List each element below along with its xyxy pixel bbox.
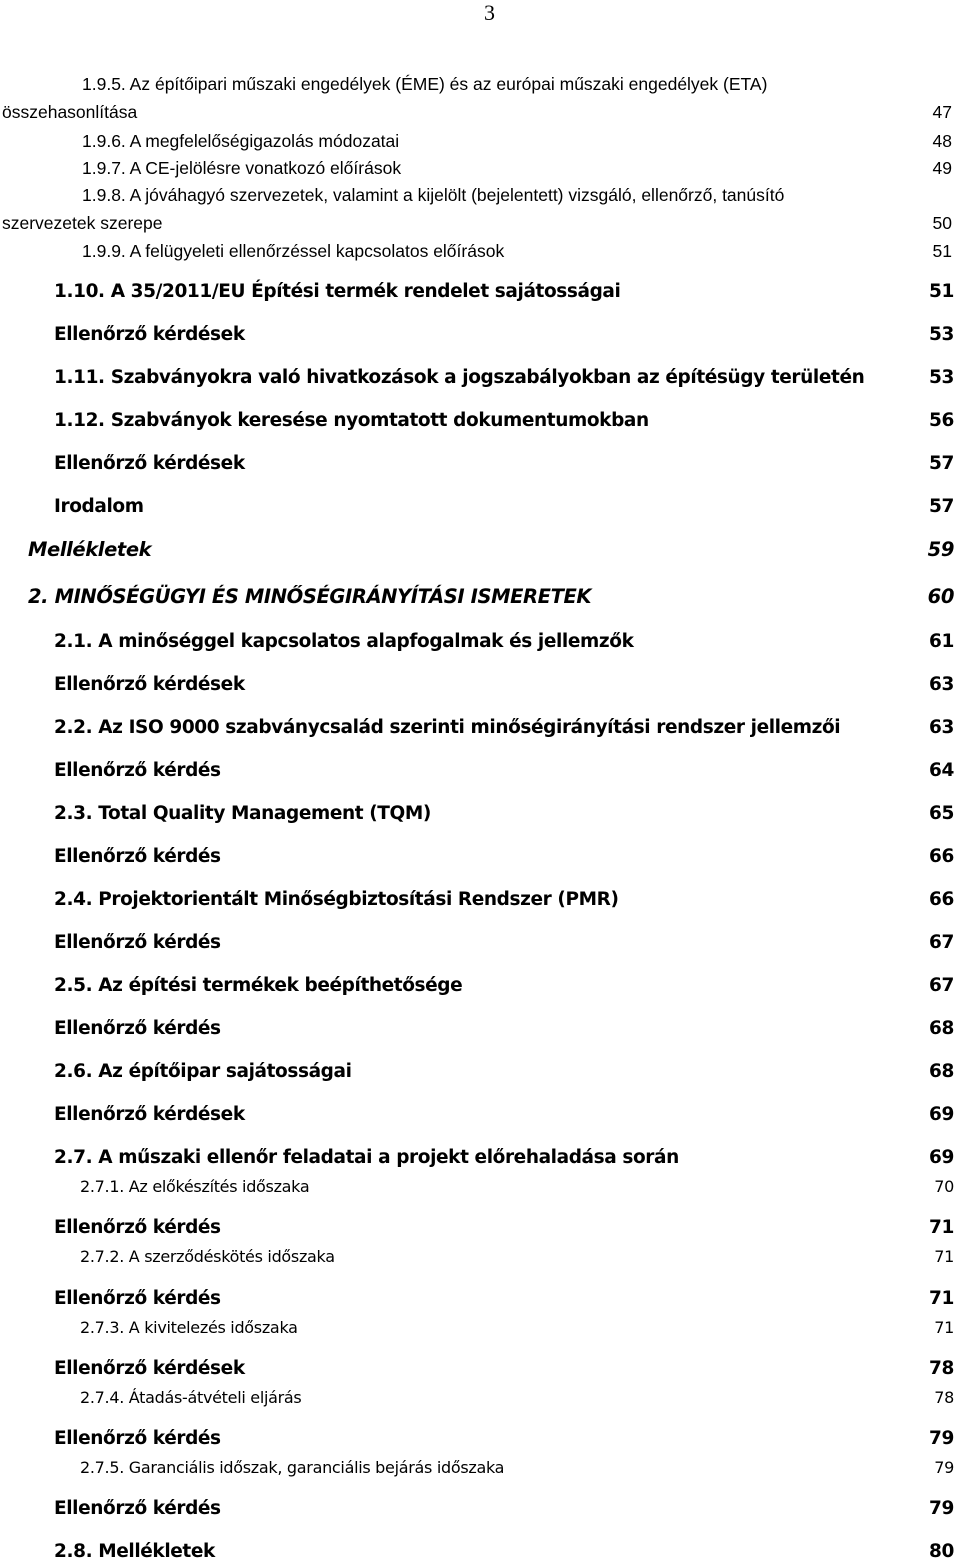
toc-page-number: 53 bbox=[929, 367, 954, 388]
toc-entry-2-3[interactable]: 2.3. Total Quality Management (TQM) bbox=[54, 803, 431, 824]
toc-page-number: 71 bbox=[934, 1318, 954, 1337]
toc-entry-2-5[interactable]: 2.5. Az építési termékek beépíthetősége bbox=[54, 975, 463, 996]
toc-entry-review-questions[interactable]: Ellenőrző kérdések bbox=[54, 1104, 245, 1125]
toc-entry-2-7-2[interactable]: 2.7.2. A szerződéskötés időszaka bbox=[80, 1247, 335, 1266]
toc-entry-review-questions[interactable]: Ellenőrző kérdések bbox=[54, 1358, 245, 1379]
toc-entry-review-question[interactable]: Ellenőrző kérdés bbox=[54, 760, 221, 781]
toc-page-number: 64 bbox=[929, 760, 954, 781]
toc-page-number: 79 bbox=[929, 1498, 954, 1519]
toc-entry-1-9-8-line1[interactable]: 1.9.8. A jóváhagyó szervezetek, valamint a kijelölt (bejelentett) vizsgáló, ellenőrző, tanúsító bbox=[82, 185, 785, 205]
toc-entry-review-question[interactable]: Ellenőrző kérdés bbox=[54, 1217, 221, 1238]
toc-entry-1-9-9[interactable]: 1.9.9. A felügyeleti ellenőrzéssel kapcsolatos előírások bbox=[82, 241, 505, 261]
toc-entry-2-7-5[interactable]: 2.7.5. Garanciális időszak, garanciális bejárás időszaka bbox=[80, 1458, 505, 1477]
toc-page-number: 66 bbox=[929, 846, 954, 867]
toc-entry-2-7-1[interactable]: 2.7.1. Az előkészítés időszaka bbox=[80, 1177, 310, 1196]
toc-entry-2-7-4[interactable]: 2.7.4. Átadás-átvételi eljárás bbox=[80, 1388, 302, 1407]
toc-page-number: 71 bbox=[934, 1247, 954, 1266]
toc-page-number: 69 bbox=[929, 1104, 954, 1125]
toc-page-number: 49 bbox=[932, 158, 952, 178]
toc-entry-1-9-6[interactable]: 1.9.6. A megfelelőségigazolás módozatai bbox=[82, 131, 400, 151]
toc-entry-chapter-2[interactable]: 2. MINŐSÉGÜGYI ÉS MINŐSÉGIRÁNYÍTÁSI ISMERETEK bbox=[28, 585, 592, 608]
toc-entry-2-8[interactable]: 2.8. Mellékletek bbox=[54, 1541, 215, 1562]
toc-entry-review-question[interactable]: Ellenőrző kérdés bbox=[54, 1018, 221, 1039]
toc-page-number: 69 bbox=[929, 1147, 954, 1168]
toc-entry-2-7[interactable]: 2.7. A műszaki ellenőr feladatai a projekt előrehaladása során bbox=[54, 1147, 679, 1168]
toc-page-number: 51 bbox=[929, 281, 954, 302]
toc-page-number: 63 bbox=[929, 674, 954, 695]
toc-page-number: 71 bbox=[929, 1217, 954, 1238]
toc-entry-2-6[interactable]: 2.6. Az építőipar sajátosságai bbox=[54, 1061, 352, 1082]
toc-entry-2-2[interactable]: 2.2. Az ISO 9000 szabványcsalád szerinti minőségirányítási rendszer jellemzői bbox=[54, 717, 841, 738]
toc-entry-review-question[interactable]: Ellenőrző kérdés bbox=[54, 1288, 221, 1309]
toc-entry-review-question[interactable]: Ellenőrző kérdés bbox=[54, 1428, 221, 1449]
toc-entry-review-question[interactable]: Ellenőrző kérdés bbox=[54, 1498, 221, 1519]
toc-page-number: 70 bbox=[934, 1177, 954, 1196]
toc-page-number: 53 bbox=[929, 324, 954, 345]
toc-entry-2-7-3[interactable]: 2.7.3. A kivitelezés időszaka bbox=[80, 1318, 298, 1337]
toc-page-number: 79 bbox=[929, 1428, 954, 1449]
toc-page-number: 57 bbox=[929, 496, 954, 517]
toc-page-number: 79 bbox=[934, 1458, 954, 1477]
toc-page-number: 50 bbox=[932, 213, 952, 233]
toc-page-number: 68 bbox=[929, 1061, 954, 1082]
toc-page-number: 78 bbox=[929, 1358, 954, 1379]
page-number: 3 bbox=[484, 0, 495, 25]
toc-entry-1-12[interactable]: 1.12. Szabványok keresése nyomtatott dokumentumokban bbox=[54, 410, 649, 431]
toc-page-number: 67 bbox=[929, 932, 954, 953]
toc-entry-appendices[interactable]: Mellékletek bbox=[28, 538, 152, 561]
toc-page-number: 63 bbox=[929, 717, 954, 738]
toc-entry-1-9-5-line2[interactable]: összehasonlítása bbox=[2, 102, 138, 122]
toc-page-number: 66 bbox=[929, 889, 954, 910]
toc-page-number: 51 bbox=[932, 241, 952, 261]
toc-page-number: 78 bbox=[934, 1388, 954, 1407]
toc-page-number: 57 bbox=[929, 453, 954, 474]
toc-page-number: 60 bbox=[927, 585, 954, 608]
toc-entry-1-9-8-line2[interactable]: szervezetek szerepe bbox=[2, 213, 163, 233]
toc-page-number: 48 bbox=[932, 131, 952, 151]
toc-page-number: 68 bbox=[929, 1018, 954, 1039]
toc-entry-review-questions[interactable]: Ellenőrző kérdések bbox=[54, 453, 245, 474]
toc-entry-2-4[interactable]: 2.4. Projektorientált Minőségbiztosítási Rendszer (PMR) bbox=[54, 889, 619, 910]
toc-entry-2-1[interactable]: 2.1. A minőséggel kapcsolatos alapfogalmak és jellemzők bbox=[54, 631, 634, 652]
toc-page-number: 71 bbox=[929, 1288, 954, 1309]
toc-entry-review-question[interactable]: Ellenőrző kérdés bbox=[54, 846, 221, 867]
toc-entry-review-question[interactable]: Ellenőrző kérdés bbox=[54, 932, 221, 953]
toc-page-number: 59 bbox=[927, 538, 954, 561]
toc-page-number: 65 bbox=[929, 803, 954, 824]
toc-entry-1-11[interactable]: 1.11. Szabványokra való hivatkozások a jogszabályokban az építésügy területén bbox=[54, 367, 865, 388]
toc-entry-review-questions[interactable]: Ellenőrző kérdések bbox=[54, 674, 245, 695]
toc-page-number: 47 bbox=[932, 102, 952, 122]
toc-page-number: 61 bbox=[929, 631, 954, 652]
toc-page-number: 80 bbox=[929, 1541, 954, 1562]
toc-entry-1-9-7[interactable]: 1.9.7. A CE-jelölésre vonatkozó előírások bbox=[82, 158, 402, 178]
toc-page-number: 56 bbox=[929, 410, 954, 431]
toc-page-number: 67 bbox=[929, 975, 954, 996]
toc-entry-review-questions[interactable]: Ellenőrző kérdések bbox=[54, 324, 245, 345]
toc-entry-literature[interactable]: Irodalom bbox=[54, 496, 144, 517]
toc-entry-1-10[interactable]: 1.10. A 35/2011/EU Építési termék rendelet sajátosságai bbox=[54, 281, 621, 302]
toc-entry-1-9-5-line1[interactable]: 1.9.5. Az építőipari műszaki engedélyek (ÉME) és az európai műszaki engedélyek (ETA) bbox=[82, 74, 768, 94]
